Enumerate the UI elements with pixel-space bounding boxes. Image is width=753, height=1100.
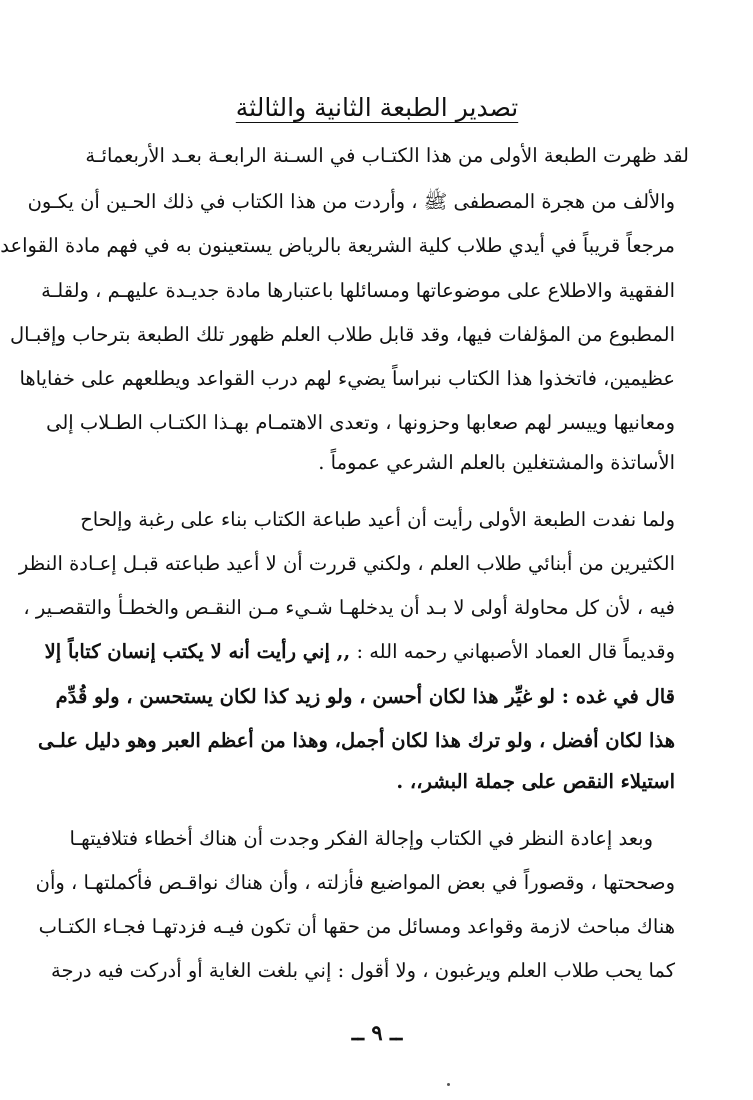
- text-line-11: فيه ، لأن كل محاولة أولى لا بـد أن يدخلهـا شـيء مـن النقـص والخطـأ والتقصـير ،: [23, 596, 675, 619]
- page-title: تصدير الطبعة الثانية والثالثة: [235, 93, 519, 122]
- page-number: ــ ٩ ــ: [351, 1020, 403, 1045]
- text-line-1: لقد ظهرت الطبعة الأولى من هذا الكتـاب في السـنة الرابعـة بعـد الأربعمائـة: [85, 144, 689, 167]
- text-line-17: وصححتها ، وقصوراً في بعض المواضيع فأزلته ، وأن هناك نواقـص فأكملتهـا ، وأن: [35, 871, 675, 894]
- text-line-13: قال في غده : لو غيِّر هذا لكان أحسن ، ولو زيد كذا لكان يستحسن ، ولو قُدِّم: [55, 685, 675, 708]
- text-line-9: ولما نفدت الطبعة الأولى رأيت أن أعيد طباعة الكتاب بناء على رغبة وإلحاح: [80, 508, 675, 531]
- text-line-12: [44, 630, 675, 674]
- text-line-15: استيلاء النقص على جملة البشر،، .: [396, 770, 675, 793]
- text-line-7: ومعانيها وييسر لهم صعابها وحزونها ، وتعدى الاهتمـام بهـذا الكتـاب الطـلاب إلى: [46, 411, 675, 434]
- book-page: [1, 0, 753, 1100]
- text-line-14: هذا لكان أفضل ، ولو ترك هذا لكان أجمل، وهذا من أعظم العبر وهو دليل علـى: [37, 729, 675, 752]
- text-line-18: هناك مباحث لازمة وقواعد ومسائل من حقها أن تكون فيـه فزدتهـا فجـاء الكتـاب: [38, 915, 675, 938]
- text-line-3: مرجعاً قريباً في أيدي طلاب كلية الشريعة بالرياض يستعينون به في فهم مادة القواعد: [0, 234, 675, 257]
- quote-intro: وقديماً قال العماد الأصبهاني رحمه الله :: [356, 640, 675, 663]
- text-line-19: كما يحب طلاب العلم ويرغبون ، ولا أقول : إني بلغت الغاية أو أدركت فيه درجة: [51, 959, 675, 982]
- text-line-16: وبعد إعادة النظر في الكتاب وإجالة الفكر وجدت أن هناك أخطاء فتلافيتهـا: [69, 827, 653, 850]
- text-line-4: الفقهية والاطلاع على موضوعاتها ومسائلها باعتبارها مادة جديـدة عليهـم ، ولقلـة: [41, 279, 675, 302]
- text-line-8: الأساتذة والمشتغلين بالعلم الشرعي عموماً .: [318, 451, 675, 474]
- speck-mark: [447, 1083, 450, 1086]
- text-line-5: المطبوع من المؤلفات فيها، وقد قابل طلاب العلم ظهور تلك الطبعة بترحاب وإقبـال: [10, 323, 675, 346]
- quote-start: ,, إني رأيت أنه لا يكتب إنسان كتاباً إلا: [44, 640, 351, 663]
- text-line-2: والألف من هجرة المصطفى ﷺ ، وأردت من هذا الكتاب في ذلك الحـين أن يكـون: [27, 190, 675, 213]
- text-line-10: الكثيرين من أبنائي طلاب العلم ، ولكني قررت أن لا أعيد طباعته قبـل إعـادة النظر: [18, 552, 675, 575]
- text-line-6: عظيمين، فاتخذوا هذا الكتاب نبراساً يضيء لهم درب القواعد ويطلعهم على خفاياها: [19, 367, 675, 390]
